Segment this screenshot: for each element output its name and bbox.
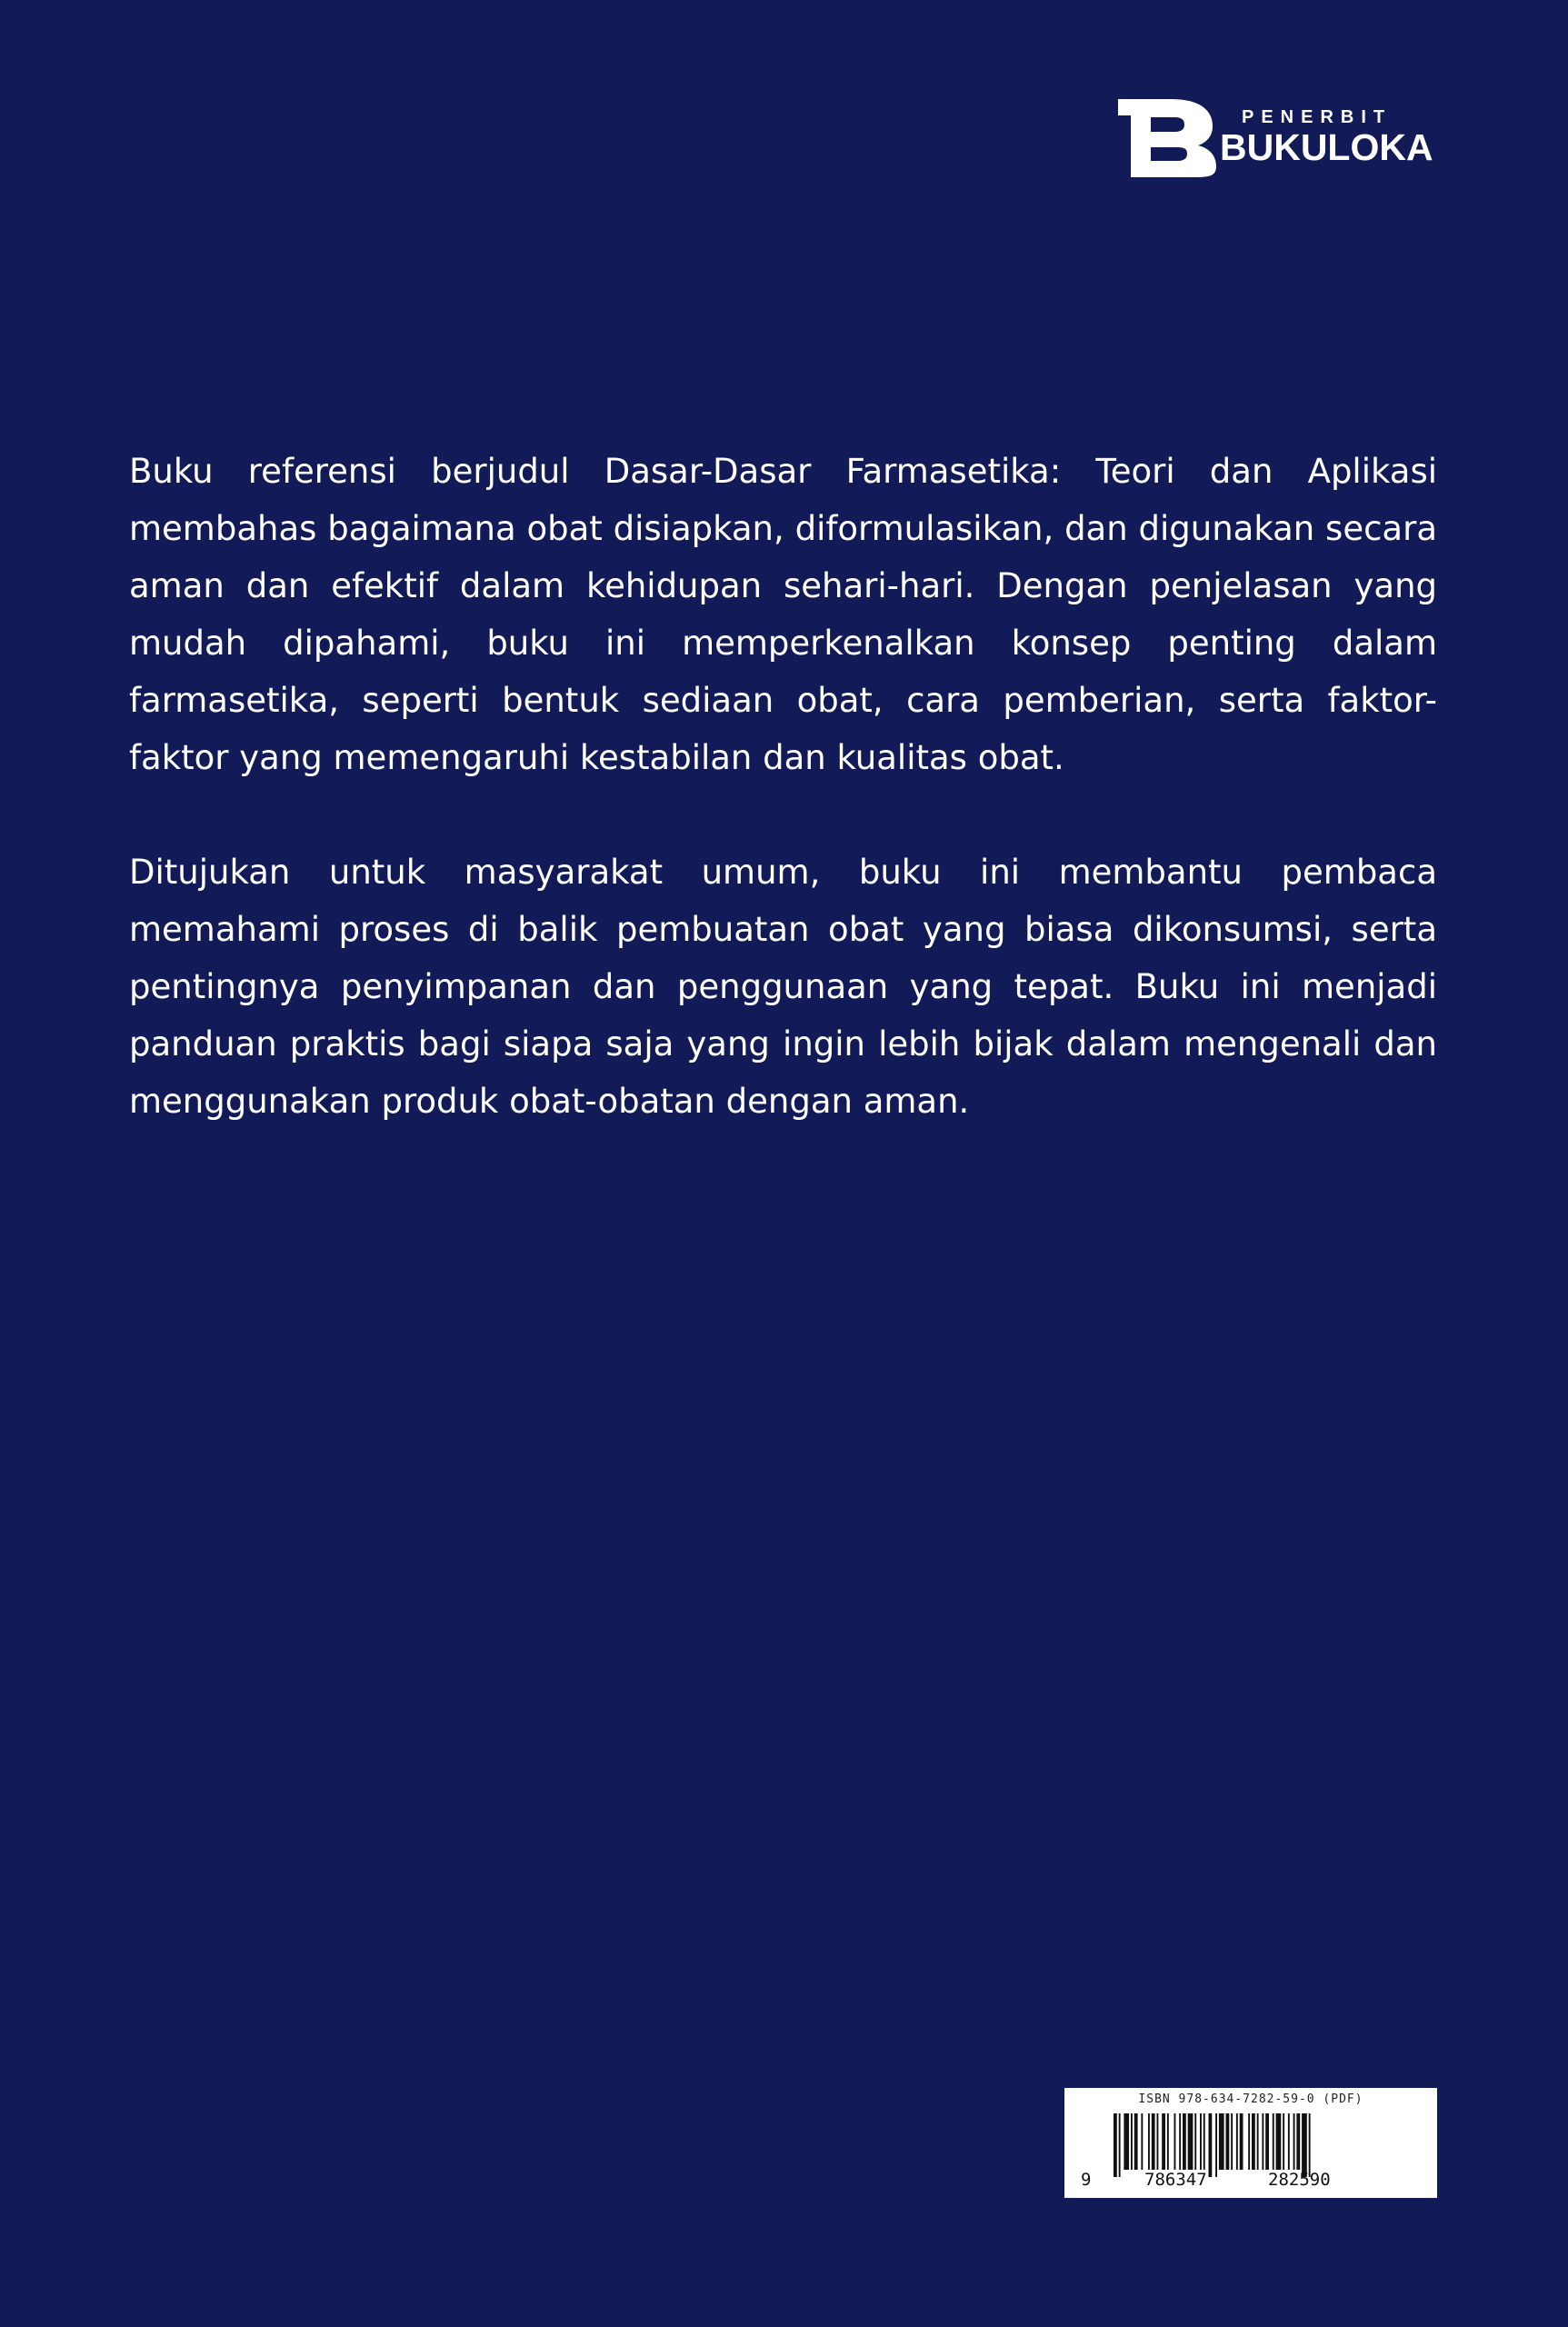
- barcode: [1112, 2113, 1375, 2177]
- publisher-kicker: PENERBIT: [1242, 107, 1393, 127]
- barcode-bar: [1188, 2113, 1193, 2170]
- barcode-bar: [1203, 2113, 1205, 2170]
- barcode-bar: [1134, 2113, 1138, 2170]
- barcode-bar: [1183, 2113, 1186, 2170]
- barcode-bar: [1226, 2113, 1230, 2170]
- barcode-bar: [1248, 2113, 1250, 2170]
- publisher-logo: [1118, 91, 1440, 180]
- barcode-bar: [1302, 2113, 1307, 2177]
- isbn-label: ISBN 978-634-7282-59-0 (PDF): [1138, 2092, 1363, 2106]
- barcode-bar: [1167, 2113, 1169, 2170]
- blurb-paragraph-1: Buku referensi berjudul Dasar-Dasar Farmasetika: Teori dan Aplikasi membahas bagaimana obat disiapkan, diformulasikan, dan digunakan secara aman dan efektif dalam kehidupan sehari-hari. Dengan penjelasan yang mudah dipahami, buku ini memperkenalkan konsep penting dalam farmasetika, seperti bentuk sediaan obat, cara pemberian, serta faktor-faktor yang memengaruhi kestabilan dan kualitas obat.: [129, 452, 1437, 777]
- barcode-bar: [1293, 2113, 1295, 2170]
- back-cover-blurb: [129, 443, 1437, 1130]
- barcode-bar: [1252, 2113, 1255, 2170]
- barcode-bar: [1179, 2113, 1181, 2170]
- isbn-barcode-box: [1064, 2088, 1437, 2198]
- barcode-bar: [1309, 2113, 1311, 2177]
- barcode-bar: [1219, 2113, 1224, 2170]
- barcode-bar: [1209, 2113, 1213, 2177]
- barcode-bar: [1236, 2113, 1238, 2170]
- barcode-bar: [1231, 2113, 1233, 2170]
- barcode-bar: [1194, 2113, 1196, 2170]
- barcode-bar: [1240, 2113, 1243, 2170]
- barcode-bar: [1157, 2113, 1159, 2170]
- barcode-lead-digit: 9: [1081, 2170, 1092, 2190]
- barcode-bar: [1119, 2113, 1121, 2177]
- barcode-bar: [1152, 2113, 1155, 2170]
- publisher-logo-mark: [1118, 95, 1218, 177]
- barcode-bar: [1276, 2113, 1282, 2170]
- barcode-bar: [1296, 2113, 1300, 2170]
- barcode-bar: [1273, 2113, 1274, 2170]
- barcode-bar: [1174, 2113, 1176, 2170]
- barcode-bar: [1283, 2113, 1284, 2170]
- barcode-bar: [1288, 2113, 1290, 2170]
- barcode-bar: [1131, 2113, 1133, 2170]
- barcode-right-group: 282590: [1268, 2170, 1331, 2190]
- barcode-bar: [1262, 2113, 1263, 2170]
- barcode-bar: [1114, 2113, 1117, 2177]
- barcode-bar: [1124, 2113, 1129, 2170]
- barcode-bar: [1265, 2113, 1269, 2170]
- barcode-bar: [1141, 2113, 1143, 2170]
- blurb-paragraph-2: Ditujukan untuk masyarakat umum, buku ini membantu pembaca memahami proses di balik pembuatan obat yang biasa dikonsumsi, serta pentingnya penyimpanan dan penggunaan yang tepat. Buku ini menjadi panduan praktis bagi siapa saja yang ingin lebih bijak dalam mengenali dan menggunakan produk obat-obatan dengan aman.: [129, 853, 1437, 1121]
- barcode-bar: [1200, 2113, 1202, 2170]
- barcode-bar: [1215, 2113, 1217, 2177]
- barcode-left-group: 786347: [1144, 2170, 1207, 2190]
- barcode-bar: [1162, 2113, 1165, 2170]
- barcode-bar: [1148, 2113, 1150, 2170]
- publisher-name: BUKULOKA: [1220, 126, 1433, 168]
- barcode-bar: [1257, 2113, 1259, 2170]
